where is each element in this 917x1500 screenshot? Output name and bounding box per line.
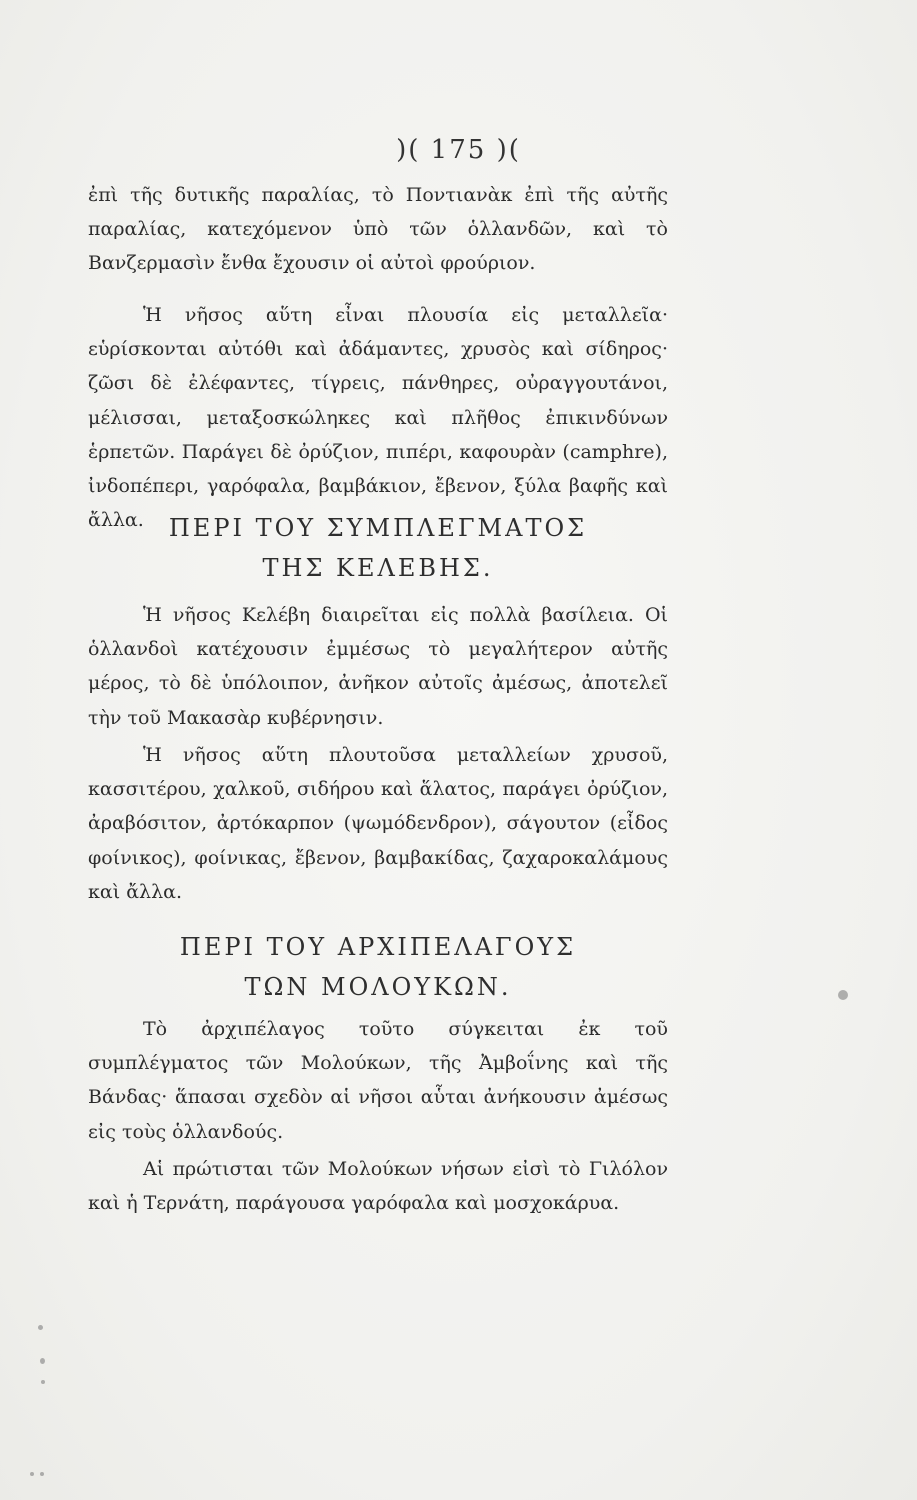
paragraph-borneo-resources: Ἡ νῆσος αὕτη εἶναι πλουσία εἰς μεταλλεῖα· εὑρίσκονται αὐτόθι καὶ ἀδάμαντες, χρυσὸς καὶ σίδηρος· ζῶσι δὲ ἐλέφαντες, τίγρεις, πάνθηρες, οὐραγγουτάνοι, μέλισσαι, μεταξοσκώληκες καὶ πλῆθος ἐπικινδύνων ἑρπετῶν. Παράγει δὲ ὀρύζιον, πιπέρι, καφουρὰν (camphre), ἰνδοπέπερι, γαρόφαλα, βαμβάκιον, ἔβενον, ξύλα βαφῆς καὶ ἄλλα. — [88, 304, 668, 532]
section-heading-moluccas — [88, 927, 668, 1007]
ink-speck — [40, 1472, 44, 1476]
page-number: )( 175 )( — [396, 135, 521, 165]
paragraph-borneo-continuation: ἐπὶ τῆς δυτικῆς παραλίας, τὸ Ποντιανὰκ ἐπὶ τῆς αὐτῆς παραλίας, κατεχόμενον ὑπὸ τῶν ὁλλανδῶν, καὶ τὸ Βανζερμασὶν ἔνθα ἔχουσιν οἱ αὐτοὶ φρούριον. — [88, 184, 668, 275]
paragraph-celebes-kingdoms: Ἡ νῆσος Κελέβη διαιρεῖται εἰς πολλὰ βασίλεια. Οἱ ὁλλανδοὶ κατέχουσιν ἐμμέσως τὸ μεγαλήτερον αὐτῆς μέρος, τὸ δὲ ὑπόλοιπον, ἀνῆκον αὐτοῖς ἀμέσως, ἀποτελεῖ τὴν τοῦ Μακασὰρ κυβέρνησιν. — [88, 604, 668, 729]
section-heading-celebes-line1: ΠΕΡΙ ΤΟΥ ΣΥΜΠΛΕΓΜΑΤΟΣ — [168, 514, 588, 542]
paragraph-moluccas-archipelago: Τὸ ἀρχιπέλαγος τοῦτο σύγκειται ἐκ τοῦ συμπλέγματος τῶν Μολούκων, τῆς Ἀμβοΐνης καὶ τῆς Βάνδας· ἅπασαι σχεδὸν αἱ νῆσοι αὗται ἀνήκουσιν ἀμέσως εἰς τοὺς ὁλλανδούς. — [88, 1018, 668, 1143]
ink-speck — [41, 1380, 45, 1384]
section-heading-moluccas-line2: ΤΩΝ ΜΟΛΟΥΚΩΝ. — [244, 973, 512, 1001]
section-heading-celebes-line2: ΤΗΣ ΚΕΛΕΒΗΣ. — [262, 554, 494, 582]
ink-speck — [838, 990, 848, 1000]
ink-speck — [38, 1325, 43, 1330]
paragraph-celebes-resources: Ἡ νῆσος αὕτη πλουτοῦσα μεταλλείων χρυσοῦ, κασσιτέρου, χαλκοῦ, σιδήρου καὶ ἅλατος, παράγει ὀρύζιον, ἀραβόσιτον, ἀρτόκαρπον (ψωμόδενδρον), σάγουτον (εἶδος φοίνικος), φοίνικας, ἔβενον, βαμβακίδας, ζαχαροκαλάμους καὶ ἄλλα. — [88, 744, 668, 903]
paragraph-moluccas-islands: Αἱ πρώτισται τῶν Μολούκων νήσων εἰσὶ τὸ Γιλόλον καὶ ἡ Τερνάτη, παράγουσα γαρόφαλα καὶ μοσχοκάρυα. — [88, 1158, 668, 1215]
section-heading-moluccas-line1: ΠΕΡΙ ΤΟΥ ΑΡΧΙΠΕΛΑΓΟΥΣ — [179, 933, 577, 961]
ink-speck — [30, 1472, 34, 1476]
ink-speck — [40, 1358, 45, 1364]
section-heading-celebes — [88, 508, 668, 588]
